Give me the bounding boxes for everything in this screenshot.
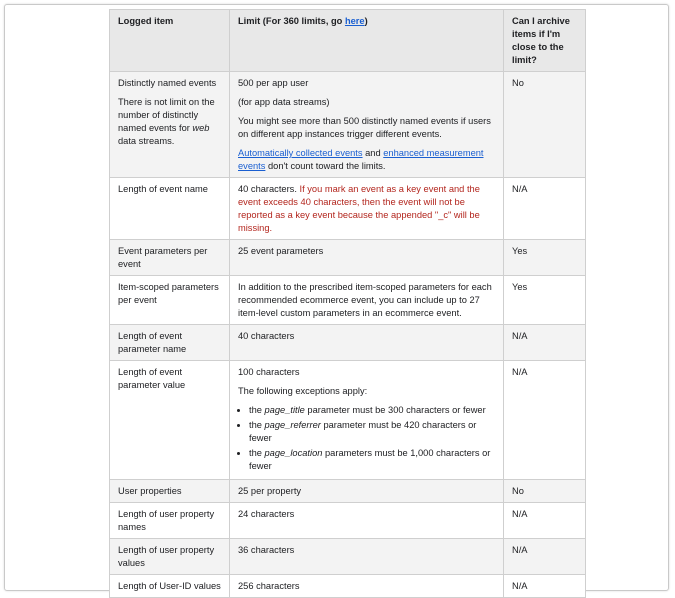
list-text: the (249, 420, 265, 430)
table-row (110, 539, 586, 575)
list-text: the (249, 405, 265, 415)
table-row (110, 72, 586, 178)
archive-cell: N/A (504, 575, 586, 598)
logged-item-cell: Event parameters per event (110, 240, 230, 276)
exceptions-list (238, 404, 495, 473)
limit-cell: 36 characters (230, 539, 504, 575)
limit-text: 40 characters. (238, 184, 300, 194)
logged-item-cell: Length of user property values (110, 539, 230, 575)
table-row (110, 361, 586, 480)
limit-text (238, 147, 495, 173)
logged-item-cell: User properties (110, 480, 230, 503)
archive-cell: N/A (504, 361, 586, 480)
note-text: data streams. (118, 136, 175, 146)
list-text: the (249, 448, 265, 458)
archive-cell: N/A (504, 325, 586, 361)
table-row (110, 575, 586, 598)
logged-item-note (118, 96, 221, 148)
limit-cell: 40 characters (230, 325, 504, 361)
note-emphasis: web (192, 123, 210, 133)
table-header-row (110, 10, 586, 72)
archive-cell: No (504, 480, 586, 503)
header-limit-prefix: Limit (For 360 limits, go (238, 16, 345, 26)
table-row (110, 325, 586, 361)
logged-item-cell (110, 72, 230, 178)
limit-text-part: don't count toward the limits. (265, 161, 386, 171)
header-can-archive: Can I archive items if I'm close to the limit? (504, 10, 586, 72)
archive-cell: N/A (504, 539, 586, 575)
list-text: parameter must be 420 characters or fewer (249, 420, 477, 443)
header-limit-suffix: ) (364, 16, 368, 26)
limits-table (109, 9, 586, 598)
limit-cell (230, 361, 504, 480)
limit-text: 100 characters (238, 367, 300, 377)
archive-cell: N/A (504, 178, 586, 240)
list-text: parameter must be 300 characters or fewer (304, 405, 486, 415)
limit-text: You might see more than 500 distinctly named events if users on different app instances trigger different events. (238, 116, 491, 139)
logged-item-cell: Length of event parameter name (110, 325, 230, 361)
limit-cell: 24 characters (230, 503, 504, 539)
here-link[interactable]: here (344, 16, 365, 26)
logged-item-cell: Length of User-ID values (110, 575, 230, 598)
archive-cell: Yes (504, 240, 586, 276)
table-row (110, 503, 586, 539)
limit-warning-text: If you mark an event as a key event and the event exceeds 40 characters, then the event will not be reported as a key event because the appended "_c" will be missing. (238, 184, 480, 233)
logged-item-cell: Length of user property names (110, 503, 230, 539)
list-text: parameters must be 1,000 characters or fewer (249, 448, 491, 471)
limit-text: (for app data streams) (238, 97, 330, 107)
list-item (249, 404, 495, 417)
limit-cell: In addition to the prescribed item-scoped parameters for each recommended ecommerce event, you can include up to 27 item-level custom parameters in an ecommerce event. (230, 276, 504, 325)
list-item (249, 419, 495, 445)
archive-cell: No (504, 72, 586, 178)
enhanced-measurement-events-link[interactable]: enhanced measurement events (238, 148, 484, 171)
parameter-name: page_location (264, 448, 323, 458)
header-logged-item: Logged item (110, 10, 230, 72)
limit-text: 500 per app user (238, 78, 309, 88)
note-text: There is not limit on the number of distinctly named events for (118, 97, 215, 133)
table-row (110, 480, 586, 503)
limit-cell: 25 per property (230, 480, 504, 503)
archive-cell: N/A (504, 503, 586, 539)
header-limit (230, 10, 504, 72)
logged-item-cell: Length of event parameter value (110, 361, 230, 480)
table-row (110, 178, 586, 240)
list-item (249, 447, 495, 473)
logged-item-label: Distinctly named events (118, 78, 217, 88)
logged-item-cell: Length of event name (110, 178, 230, 240)
limit-cell: 25 event parameters (230, 240, 504, 276)
table-row (110, 240, 586, 276)
logged-item-cell: Item-scoped parameters per event (110, 276, 230, 325)
automatically-collected-events-link[interactable]: Automatically collected events (238, 148, 363, 158)
table-row (110, 276, 586, 325)
limit-text-part: and (362, 148, 384, 158)
limit-cell: 256 characters (230, 575, 504, 598)
parameter-name: page_referrer (264, 420, 321, 430)
limit-cell (230, 178, 504, 240)
limit-text: The following exceptions apply: (238, 386, 368, 396)
archive-cell: Yes (504, 276, 586, 325)
parameter-name: page_title (264, 405, 305, 415)
limit-cell (230, 72, 504, 178)
